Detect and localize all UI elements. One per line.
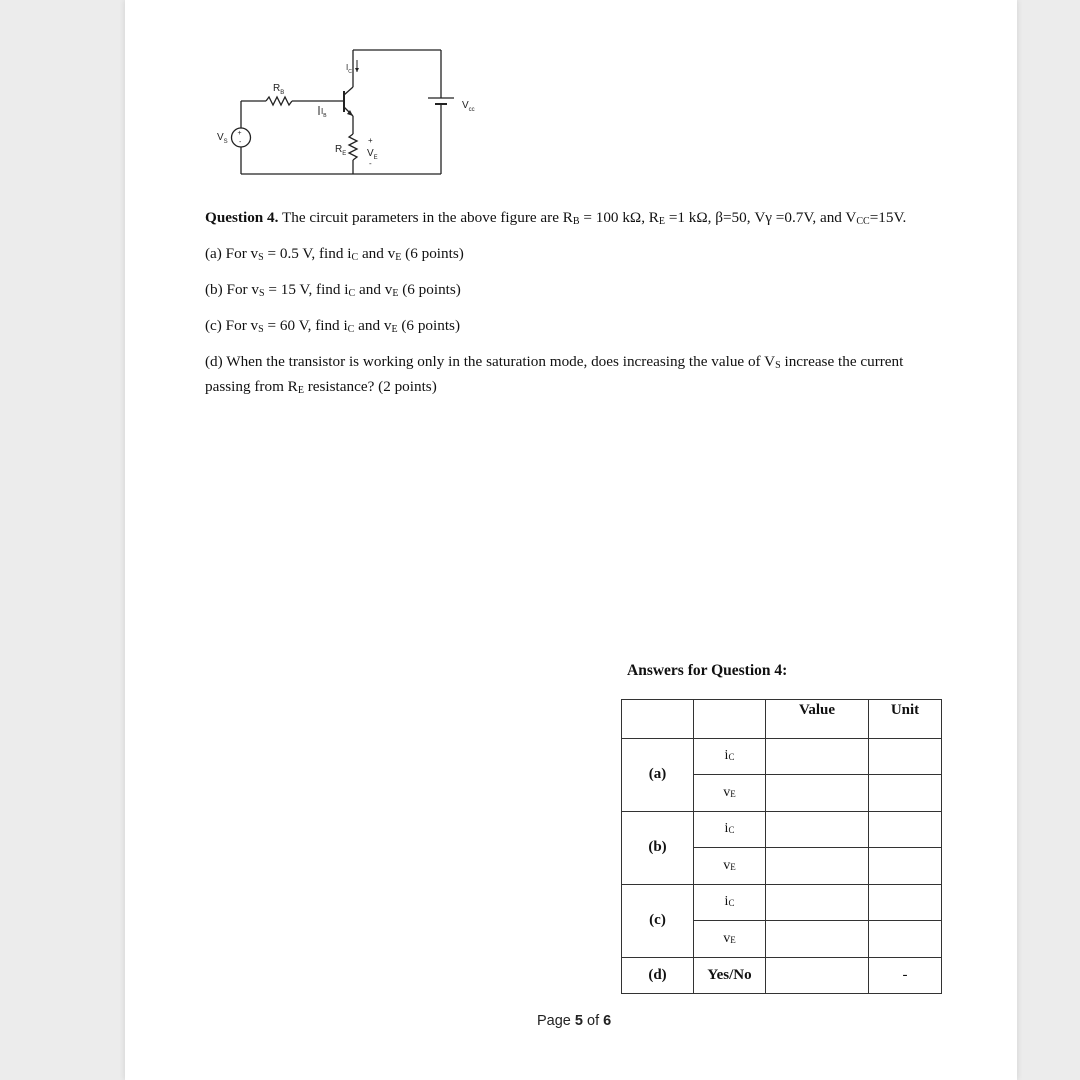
ib-label: $I_B$ [321, 107, 327, 119]
table-header-row [622, 700, 942, 739]
row-label-a: (a) [622, 738, 694, 811]
header-empty-2 [694, 700, 766, 739]
row-label-d: (d) [622, 957, 694, 994]
answer-unit-b-ic[interactable] [869, 811, 942, 848]
ic-arrow-head [355, 68, 359, 72]
answers-table [621, 699, 942, 994]
page-number: Page 5 of 6 [537, 1013, 612, 1029]
question-part-a: (a) For $v_S = 0.5$ V, find $i_C$ and $v_E$ (6 points) [205, 245, 464, 263]
vs-plus-sign: + [237, 130, 242, 137]
vcc-label: $V_{cc}$ [462, 100, 475, 113]
vs-minus-sign: - [239, 139, 242, 146]
answer-unit-b-ve[interactable] [869, 848, 942, 885]
var-ic-a: iC [694, 738, 766, 775]
re-label: $R_E$ [335, 144, 347, 157]
var-ve-a: vE [694, 775, 766, 812]
table-row [622, 811, 942, 848]
question-heading: Question 4. [205, 209, 279, 226]
resistor-re [349, 134, 357, 160]
bjt-circuit-diagram [208, 46, 475, 181]
vs-label: $V_S$ [217, 132, 228, 145]
answer-value-c-ve[interactable] [766, 921, 869, 958]
var-ve-c: vE [694, 921, 766, 958]
answer-value-d[interactable] [766, 957, 869, 994]
answer-unit-d: - [869, 957, 942, 994]
ve-minus-sign: - [369, 159, 372, 168]
ic-label: $I_C$ [346, 63, 352, 75]
table-row [622, 957, 942, 994]
row-label-c: (c) [622, 884, 694, 957]
answer-value-a-ic[interactable] [766, 738, 869, 775]
ve-label: $V_E$ [367, 148, 378, 161]
answer-unit-a-ve[interactable] [869, 775, 942, 812]
header-value: Value [766, 700, 869, 739]
rb-label: $R_B$ [273, 83, 285, 96]
answer-value-b-ve[interactable] [766, 848, 869, 885]
var-ve-b: vE [694, 848, 766, 885]
question-part-c: (c) For $v_S = 60$ V, find $i_C$ and $v_E$ (6 points) [205, 317, 461, 335]
question-part-d: (d) When the transistor is working only in the saturation mode, does increasing the value of $V_S$ increase the current passing from $R_E$ resistance? (2 points) [205, 353, 904, 396]
row-label-b: (b) [622, 811, 694, 884]
header-unit: Unit [869, 700, 942, 739]
header-empty-1 [622, 700, 694, 739]
answer-value-c-ic[interactable] [766, 884, 869, 921]
resistor-rb [266, 97, 292, 105]
question-intro: Question 4. The circuit parameters in the above figure are $R_B = 100$ kΩ, $R_E =1$ kΩ, β=50, Vγ =0.7V, and $V_{CC}=15V$. [205, 209, 907, 227]
var-yesno-d: Yes/No [694, 957, 766, 994]
answers-title: Answers for Question 4: [627, 662, 788, 679]
answer-value-a-ve[interactable] [766, 775, 869, 812]
transistor-collector [344, 87, 353, 95]
answer-unit-c-ic[interactable] [869, 884, 942, 921]
answer-unit-a-ic[interactable] [869, 738, 942, 775]
table-row [622, 738, 942, 775]
var-ic-b: iC [694, 811, 766, 848]
ve-plus-sign: + [368, 136, 373, 145]
answer-value-b-ic[interactable] [766, 811, 869, 848]
question-part-b: (b) For $v_S = 15$ V, find $i_C$ and $v_E$ (6 points) [205, 281, 461, 299]
table-row [622, 884, 942, 921]
answer-unit-c-ve[interactable] [869, 921, 942, 958]
var-ic-c: iC [694, 884, 766, 921]
